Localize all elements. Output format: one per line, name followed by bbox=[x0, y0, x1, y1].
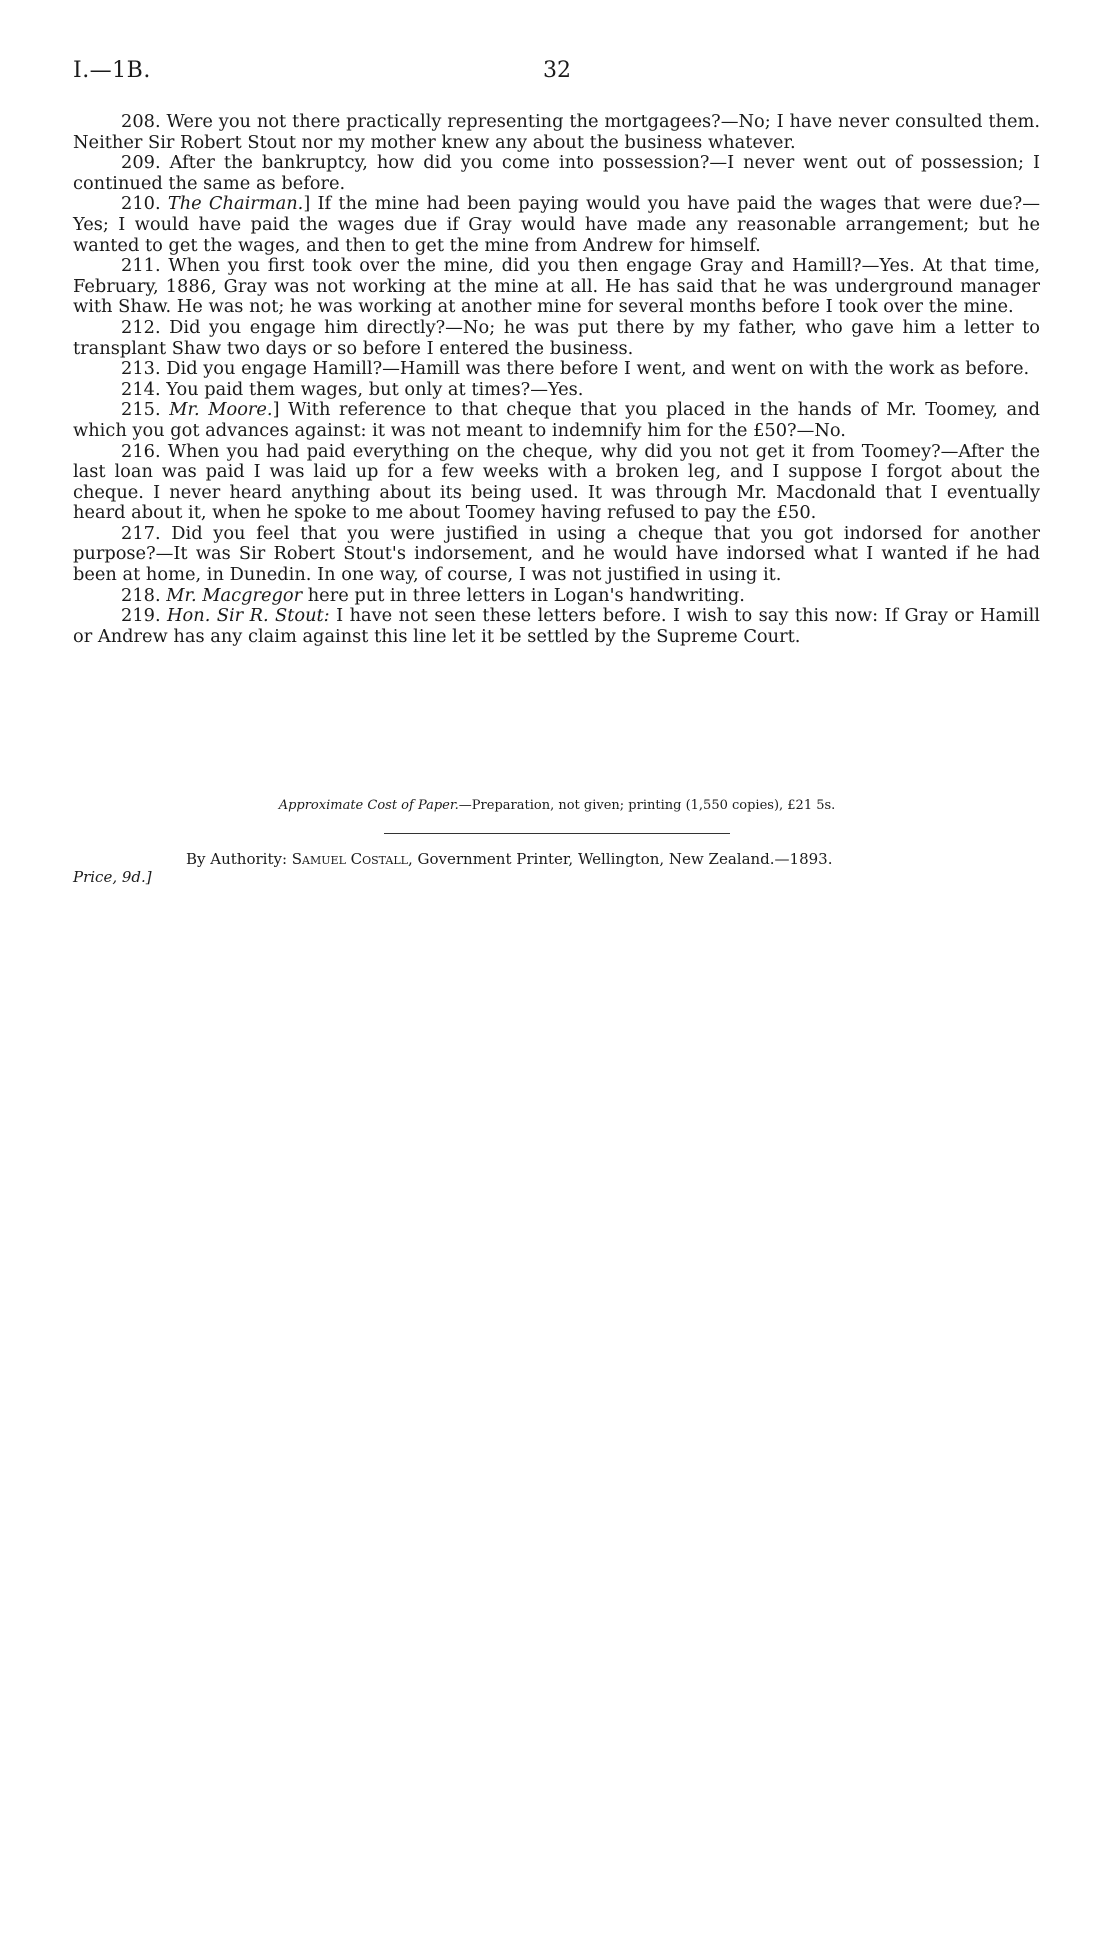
authority-prefix: By Authority: bbox=[186, 850, 292, 868]
speaker-name: The Chairman. bbox=[167, 193, 304, 215]
paragraph-text: Did you feel that you were justified in using a cheque that you got indorsed for another purpose?—It was Sir Robert Stout's indorsement, and he would have indorsed what I wanted if he had been at home, in Dunedin. In one way, of course, I was not justified in using it. bbox=[73, 522, 1040, 586]
paragraph-text: Were you not there practically representing the mortgagees?—No; I have never consulted them. Neither Sir Robert Stout nor my mother knew any about the business whatever. bbox=[73, 111, 1040, 153]
paragraph-text: When you first took over the mine, did you then engage Gray and Hamill?—Yes. At that time, February, 1886, Gray was not working at the mine at all. He has said that he was underground manager with Shaw. He was not; he was working at another mine for several months before I took over the mine. bbox=[73, 255, 1040, 318]
question-number: 209. bbox=[121, 152, 161, 174]
price-note: Price, 9d.] bbox=[73, 868, 152, 886]
speaker-name: Mr. Macgregor bbox=[166, 584, 303, 606]
speaker-name: Hon. Sir R. Stout: bbox=[167, 605, 330, 627]
paragraph-text: here put in three letters in Logan's handwriting. bbox=[302, 584, 745, 606]
footer-divider bbox=[384, 833, 730, 834]
question-number: 212. bbox=[121, 316, 161, 338]
question-number: 216. bbox=[121, 440, 161, 462]
testimony-body bbox=[73, 112, 1040, 647]
question-number: 219. bbox=[121, 605, 161, 627]
paragraph-209 bbox=[73, 153, 1040, 194]
paragraph-210 bbox=[73, 194, 1040, 256]
question-number: 214. bbox=[121, 378, 161, 400]
question-number: 213. bbox=[121, 358, 161, 380]
paragraph-211 bbox=[73, 256, 1040, 318]
question-number: 215. bbox=[121, 399, 161, 421]
paragraph-text: ] With reference to that cheque that you placed in the hands of Mr. Toomey, and which you got advances against: it was not meant to indemnify him for the £50?—No. bbox=[73, 399, 1040, 441]
paragraph-212 bbox=[73, 318, 1040, 359]
paragraph-217 bbox=[73, 524, 1040, 586]
printer-name: Samuel Costall bbox=[291, 850, 408, 868]
paragraph-text: Did you engage Hamill?—Hamill was there before I went, and went on with the work as before. bbox=[160, 358, 1030, 380]
printer-authority bbox=[186, 850, 833, 868]
paragraph-218 bbox=[73, 586, 1040, 607]
question-number: 208. bbox=[121, 111, 161, 132]
paragraph-214 bbox=[73, 380, 1040, 401]
cost-of-paper-note bbox=[0, 798, 1114, 813]
cost-label: Approximate Cost of Paper. bbox=[278, 798, 459, 813]
page-number: 32 bbox=[543, 58, 571, 83]
paragraph-213 bbox=[73, 359, 1040, 380]
speaker-name: Mr. Moore. bbox=[169, 399, 273, 421]
paragraph-text: Did you engage him directly?—No; he was put there by my father, who gave him a letter to transplant Shaw two days or so before I entered the business. bbox=[73, 316, 1040, 359]
question-number: 217. bbox=[121, 522, 161, 544]
page-header bbox=[73, 58, 1041, 88]
paragraph-text: I have not seen these letters before. I wish to say this now: If Gray or Hamill or Andrew has any claim against this line let it be settled by the Supreme Court. bbox=[73, 605, 1040, 647]
paragraph-text: After the bankruptcy, how did you come into possession?—I never went out of possession; I continued the same as before. bbox=[73, 152, 1040, 194]
question-number: 211. bbox=[121, 255, 161, 277]
paragraph-text: When you had paid everything on the cheque, why did you not get it from Toomey?—After the last loan was paid I was laid up for a few weeks with a broken leg, and I suppose I forgot about the cheque. I never heard anything about its being used. It was through Mr. Macdonald that I eventually heard about it, when he spoke to me about Toomey having refused to pay the £50. bbox=[73, 440, 1040, 524]
paragraph-text: ] If the mine had been paying would you have paid the wages that were due?—Yes; I would have paid the wages due if Gray would have made any reasonable arrangement; but he wanted to get the wages, and then to get the mine from Andrew for himself. bbox=[73, 193, 1040, 256]
paragraph-216 bbox=[73, 442, 1040, 524]
question-number: 218. bbox=[121, 584, 161, 606]
paragraph-215 bbox=[73, 400, 1040, 441]
authority-suffix: , Government Printer, Wellington, New Zealand.—1893. bbox=[407, 850, 833, 868]
cost-text: —Preparation, not given; printing (1,550 copies), £21 5s. bbox=[458, 798, 836, 813]
question-number: 210. bbox=[121, 193, 161, 215]
paragraph-208 bbox=[73, 112, 1040, 153]
paragraph-219 bbox=[73, 606, 1040, 647]
document-reference: I.—1B. bbox=[73, 58, 151, 83]
paragraph-text: You paid them wages, but only at times?—Yes. bbox=[160, 378, 584, 400]
